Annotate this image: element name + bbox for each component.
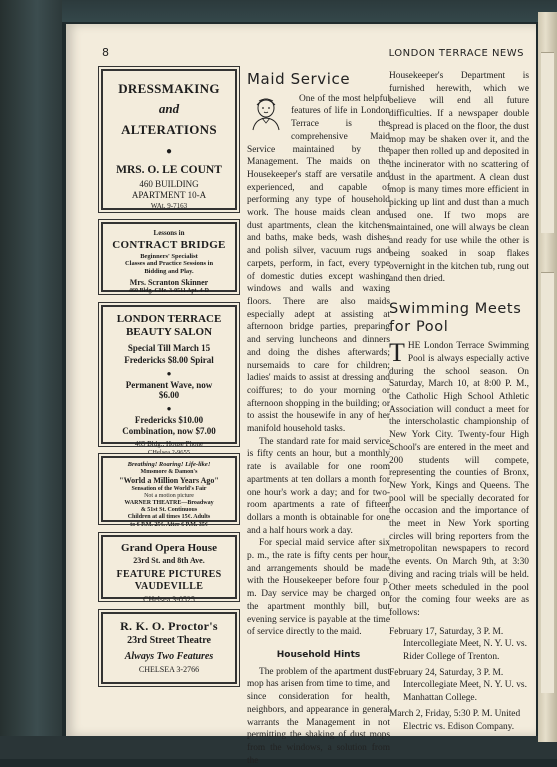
ad-dressmaking-address1: 460 BUILDING [139, 178, 199, 189]
ad-dressmaking-title2: ALTERATIONS [121, 122, 217, 138]
ad-beauty-phone: CHelsea 2-9655 [147, 448, 191, 456]
ad-dressmaking-address2: APARTMENT 10-A [131, 190, 207, 201]
meet-schedule [389, 626, 529, 734]
ad-proctor-theatre [101, 612, 237, 684]
ad-beauty-permanent: Permanent Wave, now [125, 379, 213, 390]
page-number: 8 [102, 46, 109, 59]
ad-proctor-phone: CHELSEA 3-2766 [138, 665, 200, 675]
ad-warner-sensation: Sensation of the World's Fair [131, 485, 207, 492]
schedule-item: March 2, Friday, 5:30 P. M. United Electric vs. Edison Company. [389, 708, 521, 732]
ad-dressmaking-phone: WAt. 9-7163 [150, 202, 188, 211]
maid-paragraph-3: For special maid service after six p. m., the rate is fifty cents per hour, and arrangements should be made with the Housekeeper before four p. m. Day service may be charged on the apartment monthly bill, but evening service is payable at the time of service directly to the maid. [247, 538, 390, 638]
ad-proctor-title2: 23rd Street Theatre [127, 635, 211, 647]
household-hints-continued: Housekeeper's Department is furnished herewith, which we believe will end all future difficulties. If a newspaper double spread is placed on the floor, the dust mop may be shaken over it, and the paper then rolled up and deposited in the incinerator with no scattering of dust in the apartment. A clean dust mop is many times more efficient in picking up lint and dust than a much used one. If two mops are maintained, one will always be clean and ready for use while the other is being soaked in soap flakes overnight in the kitchen tub, rung out and then dried. [389, 71, 529, 285]
ad-beauty-combination: Combination, now $7.00 [122, 425, 216, 436]
ad-bridge-lessons: Lessons in [153, 229, 185, 237]
ad-dressmaking-title: DRESSMAKING [118, 81, 220, 96]
ad-bullet: ● [166, 368, 172, 378]
ad-beauty-title2: BEAUTY SALON [125, 326, 213, 339]
maid-service-article [247, 70, 390, 767]
ad-beauty-permanent-price: $6.00 [158, 390, 180, 401]
swimming-paragraph-text: HE London Terrace Swimming Pool is always especially active during the school season. On Saturday, March 10, at 8:00 P. M., the Catholic High School Athletic Association will conduct a meet for the interscholastic championship of New York City. Twenty-four High School's are entered in the meet and 200 students will compete, representing the counties of Bronx, New York, Kings and Queens. The pool will be specially decorated for the occasion and the importance of the meet in New York sporting circles will bring reporters from the metropolitan newspapers to record the events. On March 9th, at 3:30 diving and racing trials will be held. Other meets scheduled in the pool for the coming four weeks are as follows: [389, 341, 529, 618]
ad-bridge-line3: Bidding and Play. [144, 268, 194, 276]
book-binding-spine [0, 0, 62, 759]
ad-proctor-tagline: Always Two Features [124, 651, 214, 663]
ad-beauty-title1: LONDON TERRACE [116, 313, 222, 325]
ad-warner-tagline: Breathing! Roaring! Life-like! [127, 461, 211, 468]
ad-warner-prices1: Children at all times 15¢. Adults [127, 514, 211, 521]
ad-bullet: ● [165, 145, 173, 157]
ad-beauty-salon [101, 305, 237, 456]
ad-bullet: ● [166, 404, 172, 414]
ad-opera-title: Grand Opera House [121, 542, 217, 554]
ad-opera-feature1: FEATURE PICTURES [116, 568, 222, 580]
ad-opera-address: 23rd St. and 8th Ave. [133, 556, 205, 566]
maid-paragraph-2: The standard rate for maid service is fifty cents an hour, but a monthly rate is available for one room apartments at ten dollars a month for one hour's work a day; and for two-room apartments a rate of fifteen dollars a month is obtainable for one and a half hours work a day. [247, 436, 390, 536]
ad-grand-opera-house [101, 535, 237, 604]
household-hints-paragraph: The problem of the apartment dust mop has arisen from time to time, and since consideration for health, neighbors, and appearance in general warrants the Management in not permitting the shaking of dust mops from the windows, a solution from the [247, 666, 390, 766]
swimming-dropcap: T [389, 338, 405, 368]
ad-warner-theatre [101, 456, 237, 528]
maid-portrait-icon [247, 93, 285, 131]
schedule-item: February 24, Saturday, 3 P. M. Intercollegiate Meet, N. Y. U. vs. Manhattan College. [389, 667, 527, 704]
ad-beauty-fredericks: Fredericks $10.00 [134, 414, 204, 425]
ad-dressmaking [101, 69, 237, 210]
ad-dressmaking-and: and [158, 100, 180, 116]
ad-bridge-line1: Beginners' Specialist [140, 252, 198, 260]
swimming-paragraph [389, 340, 529, 619]
swimming-meets-headline: Swimming Meets for Pool [389, 300, 522, 336]
book-binding-top [0, 0, 557, 22]
household-hints-heading: Household Hints [276, 649, 361, 660]
running-head: LONDON TERRACE NEWS [388, 48, 524, 59]
schedule-item: February 17, Saturday, 3 P. M. Intercollegiate Meet, N. Y. U. vs. Rider College of Trenton. [389, 626, 527, 663]
ad-opera-phone: CHelsea 3-0525 [143, 594, 195, 604]
ad-warner-theatre-name: WARNER THEATRE—Broadway [124, 499, 214, 506]
ad-bridge-teacher: Mrs. Scranton Skinner [129, 277, 209, 287]
ad-warner-note: Not a motion picture [144, 492, 194, 499]
ad-bridge-contact: 460 Bldg. CHe. 3-0511 Apt. 4-D [128, 287, 209, 294]
facing-page-edge [538, 12, 557, 742]
ad-warner-location: & 51st St. Continuous [140, 507, 198, 514]
ad-beauty-special: Special Till March 15 [127, 343, 211, 354]
maid-paragraph-1: One of the most helpful features of life in London Terrace is the comprehensive Maid Service maintained by the Management. The maids on the Housekeeper's staff are versatile and experienced, and capable of performing any type of household work. The house maids clean and dust apartments, clean the kitchens and baths, make beds, wash dishes and polish silver, vacuum rugs and carpets, perform, in fact, every type of domestic duties except washing windows and walls and waxing floors. There are also maids especially adept at assisting at afternoon bridge parties, preparing and serving luncheons and dinners and doing the dishes afterwards; nursemaids to care for children; ladies' maids to assist at dressing and coiffures; to do your morning or afternoon shopping in the building; or to assist the housewife in any of her manifold household tasks. [247, 93, 390, 435]
ad-contract-bridge [101, 222, 237, 292]
ad-bridge-title: CONTRACT BRIDGE [112, 239, 226, 252]
ad-proctor-title1: R. K. O. Proctor's [120, 619, 218, 633]
ad-beauty-spiral: Fredericks $8.00 Spiral [124, 355, 214, 366]
ad-dressmaking-name: MRS. O. LE COUNT [116, 163, 222, 176]
ad-bridge-line2: Classes and Practice Sessions in [124, 260, 214, 268]
right-column [389, 70, 529, 736]
ad-beauty-address: 465 Bldg., House Phone [134, 440, 204, 449]
ad-warner-title: "World a Million Years Ago" [119, 475, 219, 485]
maid-service-headline: Maid Service [247, 70, 351, 88]
ad-opera-feature2: VAUDEVILLE [134, 580, 204, 592]
newsletter-page [66, 24, 536, 766]
ad-warner-prices2: to 6 P.M. 25¢. After 6 P.M. 35¢ [130, 521, 208, 528]
ad-warner-presenters: Mmsmore & Damon's [140, 468, 198, 475]
